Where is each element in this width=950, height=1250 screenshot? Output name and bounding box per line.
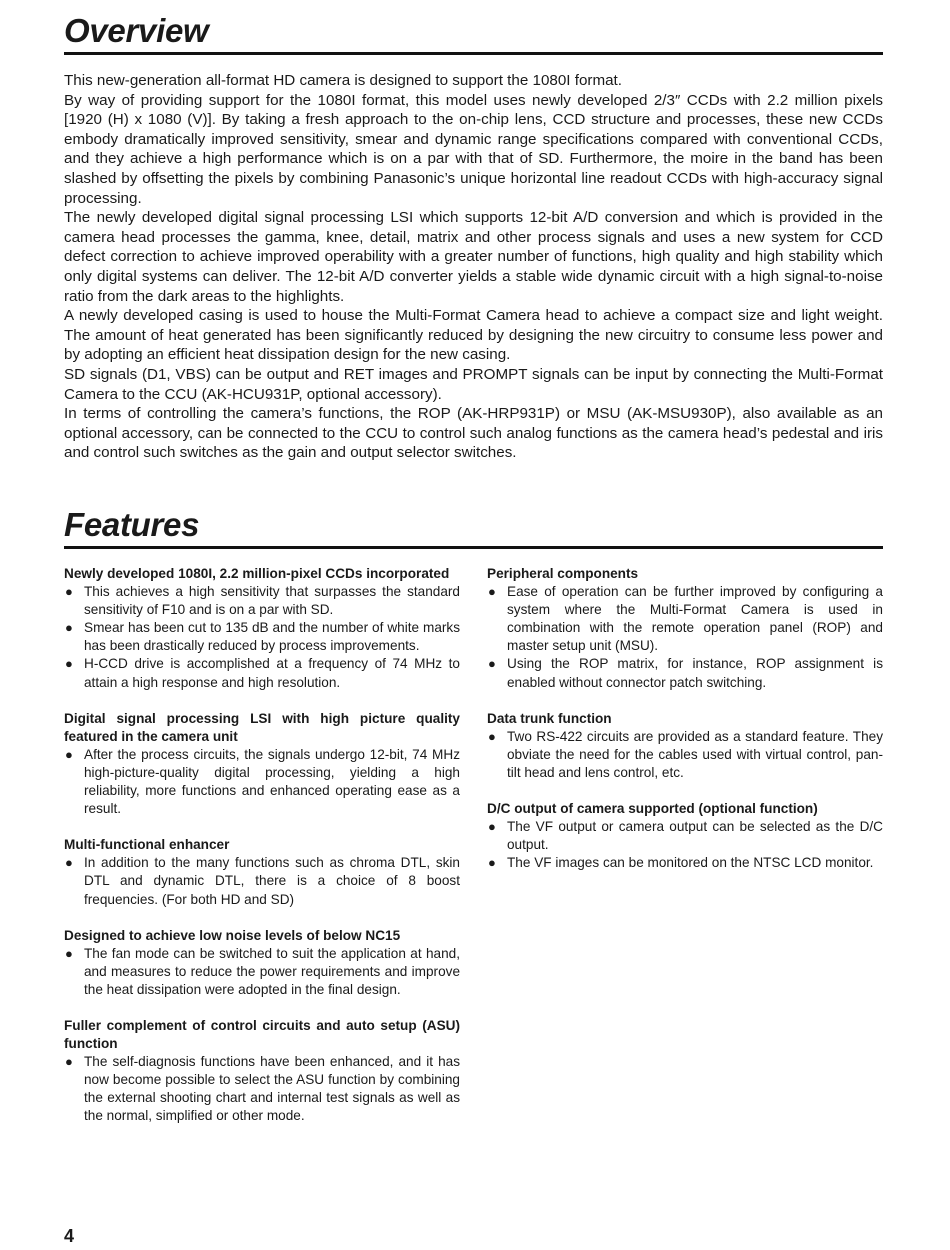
feature-asu (64, 1017, 460, 1126)
bullet-text: This achieves a high sensitivity that surpasses the standard sensitivity of F10 and is on a par with SD. (84, 584, 460, 618)
overview-paragraph: The newly developed digital signal processing LSI which supports 12-bit A/D conversion and which is provided in the camera head processes the gamma, knee, detail, matrix and other process signals and uses a new system for CCD defect correction to achieve improved operability with a greater number of functions, high quality and high stability which only digital systems can deliver. The 12-bit A/D converter yields a stable wide dynamic circuit with a high signal-to-noise ratio from the dark areas to the highlights. (64, 209, 883, 305)
bullet-item (64, 854, 460, 908)
bullet-text: Ease of operation can be further improved by configuring a system where the Multi-Format Camera is used in combination with the remote operation panel (ROP) and master setup unit (MSU). (507, 584, 883, 654)
bullet-text: The self-diagnosis functions have been enhanced, and it has now become possible to select the ASU function by combining the external shooting chart and internal test signals as well as the normal, simplified or other mode. (84, 1054, 460, 1124)
bullet-icon: ● (65, 746, 73, 762)
feature-bullet-list (487, 583, 883, 692)
overview-paragraph: This new-generation all-format HD camera is designed to support the 1080I format. (64, 72, 622, 89)
bullet-item (64, 746, 460, 818)
overview-paragraph: SD signals (D1, VBS) can be output and RET images and PROMPT signals can be input by connecting the Multi-Format Camera to the CCU (AK-HCU931P, optional accessory). (64, 365, 883, 403)
bullet-icon: ● (65, 945, 73, 961)
bullet-item (487, 583, 883, 655)
bullet-item (64, 1053, 460, 1125)
feature-bullet-list (64, 854, 460, 908)
bullet-text: After the process circuits, the signals undergo 12-bit, 74 MHz high-picture-quality digital processing, yielding a high reliability, more functions and enhanced operating ease as a result. (84, 746, 460, 817)
bullet-icon: ● (488, 656, 496, 672)
bullet-icon: ● (65, 584, 73, 600)
bullet-icon: ● (65, 620, 73, 636)
bullet-icon: ● (488, 819, 496, 835)
feature-ccds (64, 565, 460, 692)
feature-low-noise (64, 927, 460, 999)
features-right-column (487, 565, 883, 890)
overview-paragraph: In terms of controlling the camera’s functions, the ROP (AK-HRP931P) or MSU (AK-MSU930P), also available as an optional accessory, can be connected to the CCU to control such analog functions as the camera head’s pedestal and iris and control such switches as the gain and output selector switches. (64, 405, 883, 462)
bullet-item (487, 818, 883, 854)
feature-dsp-lsi (64, 710, 460, 819)
feature-title: Multi-functional enhancer (64, 837, 230, 853)
feature-bullet-list (64, 945, 460, 999)
feature-dc-output (487, 800, 883, 872)
feature-title: Data trunk function (487, 710, 612, 726)
bullet-text: Two RS-422 circuits are provided as a standard feature. They obviate the need for the cables used with virtual control, pan-tilt head and lens control, etc. (507, 728, 883, 780)
bullet-item (64, 583, 460, 619)
bullet-item (64, 945, 460, 999)
feature-enhancer (64, 836, 460, 908)
bullet-text: Using the ROP matrix, for instance, ROP assignment is enabled without connector patch switching. (507, 656, 883, 690)
bullet-text: The VF output or camera output can be selected as the D/C output. (507, 819, 883, 853)
overview-body (64, 71, 883, 463)
bullet-item (64, 619, 460, 655)
feature-bullet-list (64, 746, 460, 818)
feature-bullet-list (487, 818, 883, 872)
features-left-column (64, 565, 460, 1144)
page-number: 4 (64, 1226, 75, 1246)
bullet-text: In addition to the many functions such as chroma DTL, skin DTL and dynamic DTL, there is a choice of 8 boost frequencies. (For both HD and SD) (84, 855, 460, 907)
features-heading: Features (64, 506, 200, 543)
feature-title: Fuller complement of control circuits and auto setup (ASU) function (64, 1017, 460, 1052)
overview-heading: Overview (64, 12, 209, 49)
bullet-icon: ● (488, 728, 496, 744)
bullet-icon: ● (65, 656, 73, 672)
feature-title: Newly developed 1080I, 2.2 million-pixel CCDs incorporated (64, 566, 450, 581)
bullet-text: Smear has been cut to 135 dB and the number of white marks has been drastically reduced by process improvements. (84, 620, 460, 654)
feature-title: Digital signal processing LSI with high picture quality featured in the camera unit (64, 710, 460, 744)
feature-title: D/C output of camera supported (optional function) (487, 801, 818, 817)
feature-title: Designed to achieve low noise levels of below NC15 (64, 927, 401, 943)
feature-data-trunk (487, 710, 883, 782)
bullet-icon: ● (488, 855, 496, 871)
overview-paragraph: A newly developed casing is used to house the Multi-Format Camera head to achieve a compact size and light weight. The amount of heat generated has been significantly reduced by designing the new circuitry to consume less power and by adopting an efficient heat dissipation design for the new casing. (64, 307, 883, 364)
bullet-item (487, 655, 883, 691)
overview-paragraph: By way of providing support for the 1080I format, this model uses newly developed 2/3″ CCDs with 2.2 million pixels [1920 (H) x 1080 (V)]. By taking a fresh approach to the on-chip lens, CCD structure and processes, these new CCDs embody dramatically improved sensitivity, smear and dynamic range specifications compared with conventional CCDs, and they achieve a high performance which is on a par with that of SD. Furthermore, the moire in the band has been slashed by offsetting the pixels by combining Panasonic’s unique horizontal line readout CCDs with high-accuracy signal processing. (64, 91, 883, 207)
bullet-icon: ● (65, 855, 73, 871)
bullet-icon: ● (65, 1054, 73, 1070)
bullet-item (487, 854, 883, 872)
bullet-icon: ● (488, 584, 496, 600)
feature-bullet-list (487, 728, 883, 782)
bullet-text: The fan mode can be switched to suit the application at hand, and measures to reduce the power requirements and improve the heat dissipation were adopted in the final design. (84, 945, 460, 997)
bullet-text: The VF images can be monitored on the NTSC LCD monitor. (507, 855, 874, 871)
bullet-text: H-CCD drive is accomplished at a frequency of 74 MHz to attain a high response and high resolution. (84, 656, 460, 690)
features-rule (64, 546, 883, 549)
feature-bullet-list (64, 583, 460, 692)
feature-peripheral (487, 565, 883, 692)
feature-title: Peripheral components (487, 566, 639, 581)
overview-rule (64, 52, 883, 55)
bullet-item (64, 655, 460, 691)
bullet-item (487, 728, 883, 782)
feature-bullet-list (64, 1053, 460, 1125)
